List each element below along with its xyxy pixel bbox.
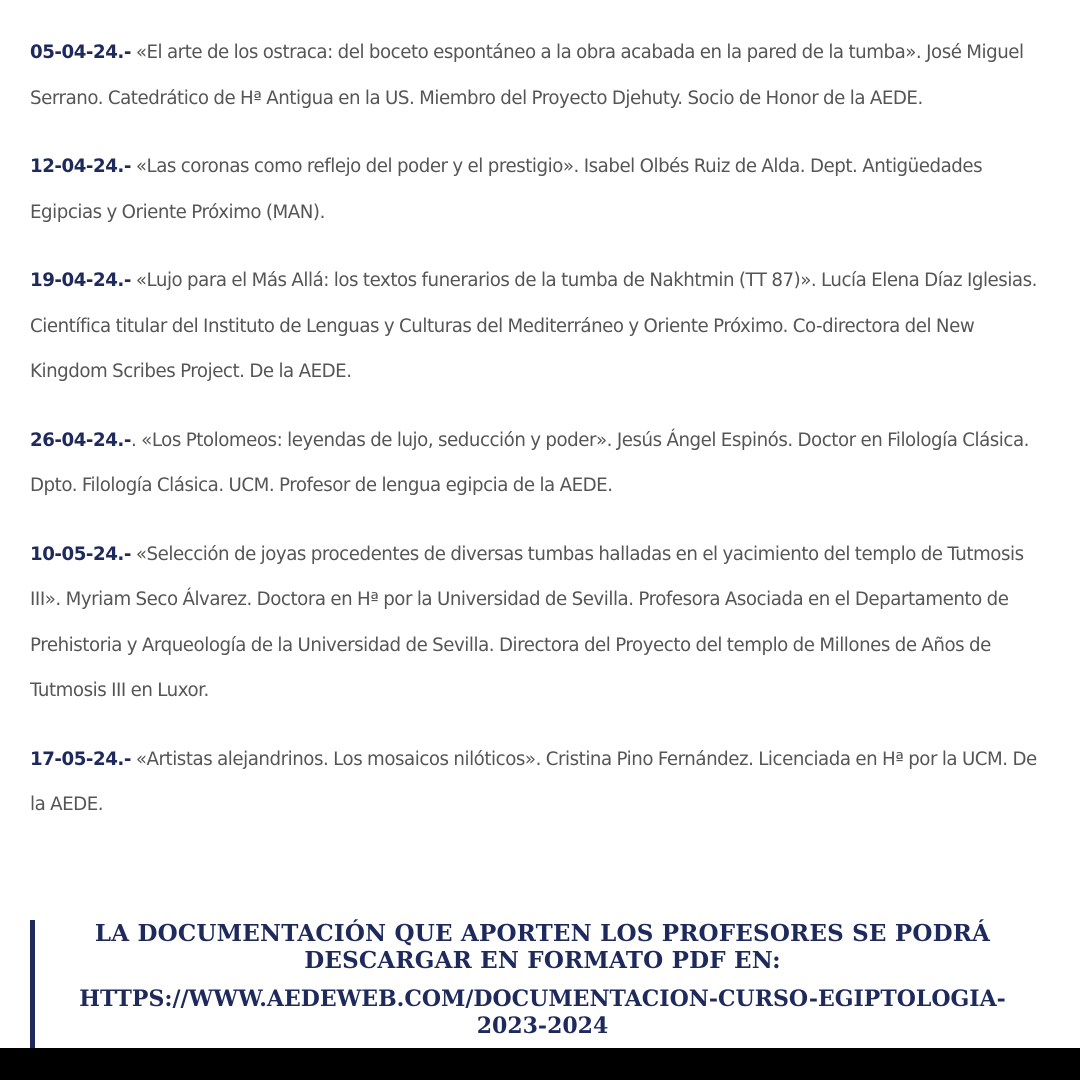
lecture-description: «El arte de los ostraca: del boceto espontáneo a la obra acabada en la pared de la tumba». José Miguel Serrano. Catedrático de Hª Antigua en la US. Miembro del Proyecto Djehuty. Socio de Honor de la AEDE. xyxy=(30,42,1024,109)
lecture-description: . «Los Ptolomeos: leyendas de lujo, seducción y poder». Jesús Ángel Espinós. Doctor en Filología Clásica. Dpto. Filología Clásica. UCM. Profesor de lengua egipcia de la AEDE. xyxy=(30,429,1029,496)
download-notice xyxy=(30,920,1050,1048)
lecture-date: 10-05-24.- xyxy=(30,543,131,565)
lecture-date: 17-05-24.- xyxy=(30,748,131,770)
lecture-description: «Artistas alejandrinos. Los mosaicos nilóticos». Cristina Pino Fernández. Licenciada en Hª por la UCM. De la AEDE. xyxy=(30,748,1037,815)
lecture-entry-2 xyxy=(30,144,1050,235)
lecture-description: «Selección de joyas procedentes de diversas tumbas halladas en el yacimiento del templo de Tutmosis III». Myriam Seco Álvarez. Doctora en Hª por la Universidad de Sevilla. Profesora Asociada en el Departamento de Prehistoria y Arqueología de la Universidad de Sevilla. Directora del Proyecto del templo de Millones de Años de Tutmosis III en Luxor. xyxy=(30,543,1024,701)
lecture-entry-6 xyxy=(30,737,1050,828)
lecture-entry-4 xyxy=(30,418,1050,509)
lecture-entry-3 xyxy=(30,258,1050,395)
lecture-date: 05-04-24.- xyxy=(30,42,131,63)
lecture-entry-1 xyxy=(30,30,1050,121)
lecture-date: 26-04-24.- xyxy=(30,429,131,451)
lecture-schedule xyxy=(30,30,1050,851)
documentation-link[interactable]: HTTPS://WWW.AEDEWEB.COM/DOCUMENTACION-CURSO-EGIPTOLOGIA-2023-2024 xyxy=(79,986,1006,1039)
bottom-bar xyxy=(0,1048,1080,1080)
lecture-description: «Las coronas como reflejo del poder y el prestigio». Isabel Olbés Ruiz de Alda. Dept. Antigüedades Egipcias y Oriente Próximo (MAN). xyxy=(30,156,983,223)
lecture-description: «Lujo para el Más Allá: los textos funerarios de la tumba de Nakhtmin (TT 87)». Lucía Elena Díaz Iglesias. Científica titular del Instituto de Lenguas y Culturas del Mediterráneo y Oriente Próximo. Co-directora del New Kingdom Scribes Project. De la AEDE. xyxy=(30,270,1037,382)
lecture-date: 12-04-24.- xyxy=(30,156,131,177)
lecture-date: 19-04-24.- xyxy=(30,270,131,291)
lecture-entry-5 xyxy=(30,532,1050,714)
download-notice-heading: LA DOCUMENTACIÓN QUE APORTEN LOS PROFESORES SE PODRÁ DESCARGAR EN FORMATO PDF EN: xyxy=(94,920,991,974)
